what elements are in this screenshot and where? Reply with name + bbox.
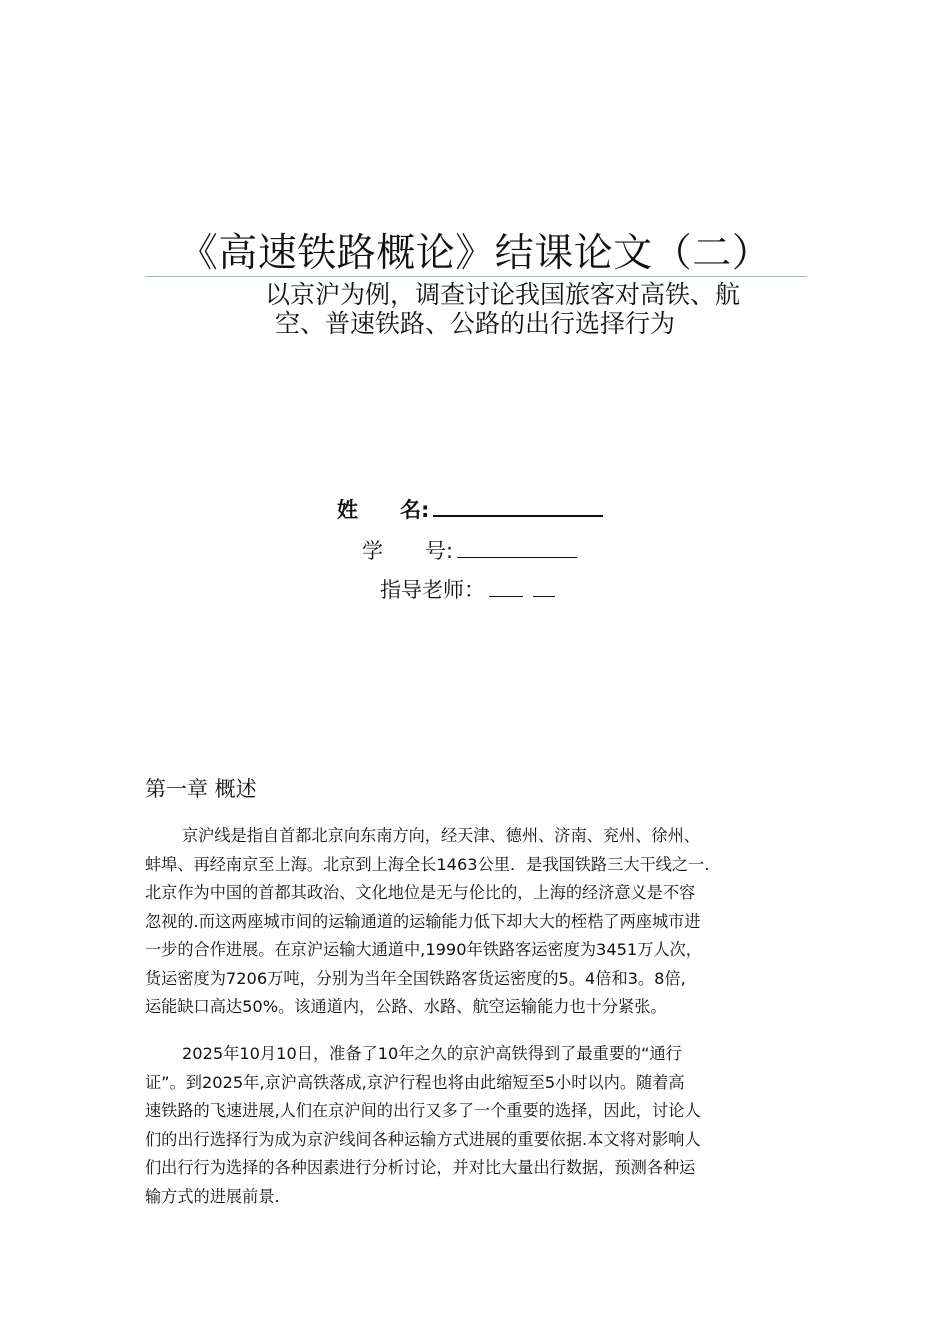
paragraph-line: 一步的合作进展。在京沪运输大通道中,1990年铁路客运密度为3451万人次，: [145, 940, 702, 959]
subtitle-line: 以京沪为例，调查讨论我国旅客对高铁、航: [264, 280, 740, 309]
student-id-field: [362, 535, 577, 565]
name-field: [337, 494, 603, 524]
title-underline: [145, 276, 807, 277]
document-title: 《高速铁路概论》结课论文（二）: [178, 231, 772, 276]
paragraph-line: 北京作为中国的首都其政治、文化地位是无与伦比的，上海的经济意义是不容: [145, 883, 696, 902]
paragraph-line: 证”。到2025年,京沪高铁落成,京沪行程也将由此缩短至5小时以内。随着高: [145, 1072, 685, 1092]
paragraph-line: 运能缺口高达50%。该通道内，公路、水路、航空运输能力也十分紧张。: [145, 997, 667, 1016]
paragraph-line: 货运密度为7206万吨，分别为当年全国铁路客货运密度的5。4倍和3。8倍,: [145, 968, 686, 988]
chapter-heading: 第一章 概述: [145, 777, 257, 801]
name-blank-line[interactable]: [433, 499, 603, 517]
paragraph-line: 输方式的进展前景.: [145, 1186, 280, 1206]
body-paragraph: [145, 822, 805, 1022]
paragraph-line: 们的出行选择行为成为京沪线间各种运输方式进展的重要依据.本文将对影响人: [145, 1129, 701, 1149]
advisor-blank-line[interactable]: [533, 580, 555, 597]
paragraph-line: 速铁路的飞速进展,人们在京沪间的出行又多了一个重要的选择，因此，讨论人: [145, 1101, 701, 1120]
subtitle-line: 空、普速铁路、公路的出行选择行为: [274, 309, 675, 338]
advisor-label: 指导老师：: [380, 578, 485, 602]
body-paragraph: [145, 1040, 805, 1211]
paragraph-line: 忽视的.而这两座城市间的运输通道的运输能力低下却大大的桎梏了两座城市进: [145, 911, 701, 931]
document-subtitle: [0, 280, 950, 338]
name-label: 姓 名:: [337, 498, 430, 522]
student-id-blank-line[interactable]: [457, 541, 577, 558]
paragraph-line: 蚌埠、再经南京至上海。北京到上海全长1463公里．是我国铁路三大干线之一.: [145, 854, 710, 874]
paragraph-line: 们出行行为选择的各种因素进行分析讨论，并对比大量出行数据，预测各种运: [145, 1158, 696, 1177]
advisor-field: [380, 574, 555, 604]
advisor-blank-line[interactable]: [489, 580, 523, 597]
student-id-label: 学 号:: [362, 539, 454, 563]
paragraph-line: 京沪线是指自首都北京向东南方向，经天津、德州、济南、兖州、徐州、: [182, 826, 700, 845]
paragraph-line: 2025年10月10日，准备了10年之久的京沪高铁得到了最重要的“通行: [182, 1044, 682, 1063]
